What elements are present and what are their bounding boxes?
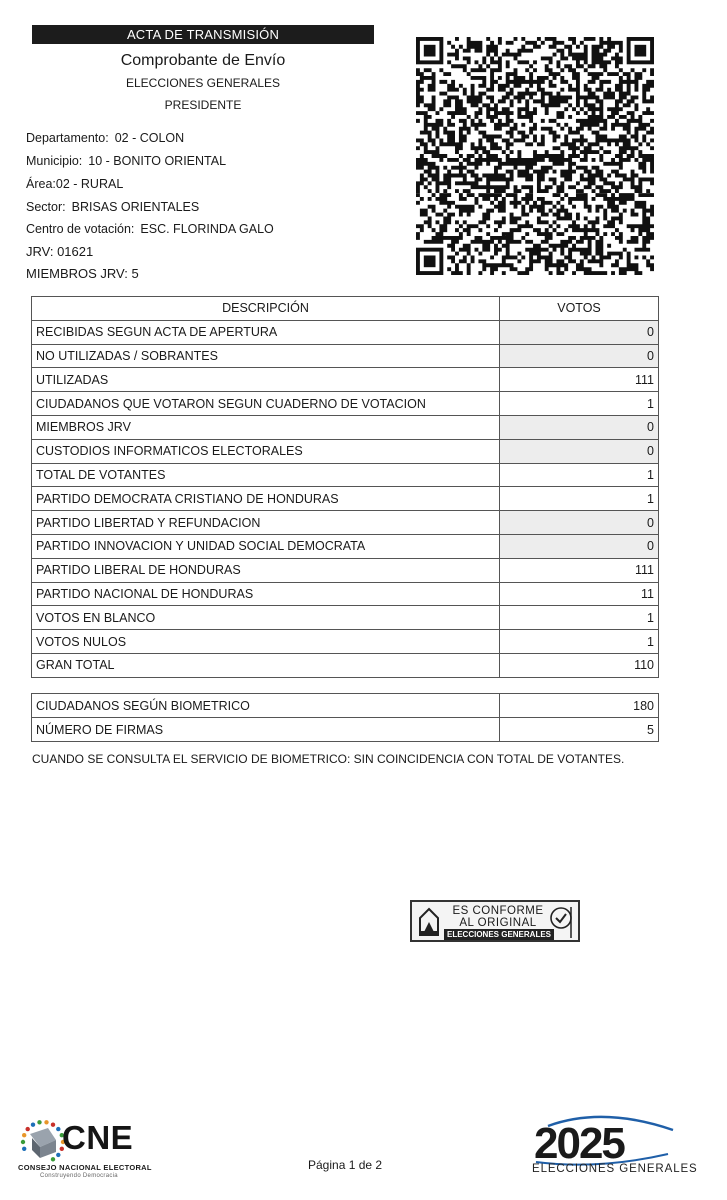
row-description: PARTIDO INNOVACION Y UNIDAD SOCIAL DEMOCRATA — [32, 534, 500, 558]
row-description: MIEMBROS JRV — [32, 415, 500, 439]
row-description: UTILIZADAS — [32, 368, 500, 392]
row-votes: 11 — [500, 582, 659, 606]
table-row — [32, 320, 659, 344]
row-votes: 0 — [500, 439, 659, 463]
table-row — [32, 718, 659, 742]
results-table — [31, 296, 659, 678]
table-row — [32, 606, 659, 630]
table-row — [32, 582, 659, 606]
area-label: Área: — [26, 177, 56, 191]
table-row — [32, 534, 659, 558]
biometric-description: NÚMERO DE FIRMAS — [32, 718, 500, 742]
cne-full-name: CONSEJO NACIONAL ELECTORAL — [18, 1163, 152, 1172]
biometric-value: 5 — [500, 718, 659, 742]
biometric-note: CUANDO SE CONSULTA EL SERVICIO DE BIOMETRICO: SIN COINCIDENCIA CON TOTAL DE VOTANTES. — [32, 752, 625, 766]
table-row — [32, 694, 659, 718]
conformity-stamp — [410, 900, 580, 950]
row-votes: 0 — [500, 534, 659, 558]
row-description: PARTIDO LIBERTAD Y REFUNDACION — [32, 511, 500, 535]
row-votes: 1 — [500, 630, 659, 654]
coat-of-arms-icon — [416, 906, 442, 938]
biometric-table — [31, 693, 659, 742]
table-row — [32, 558, 659, 582]
results-header-row — [32, 297, 659, 321]
table-row — [32, 415, 659, 439]
table-row — [32, 653, 659, 677]
row-description: CUSTODIOS INFORMATICOS ELECTORALES — [32, 439, 500, 463]
table-row — [32, 439, 659, 463]
table-row — [32, 392, 659, 416]
page-number: Página 1 de 2 — [308, 1158, 383, 1172]
departamento-label: Departamento: — [26, 131, 109, 145]
row-votes: 1 — [500, 463, 659, 487]
jrv-members: MIEMBROS JRV: 5 — [26, 266, 139, 281]
biometric-value: 180 — [500, 694, 659, 718]
table-row — [32, 630, 659, 654]
elections-2025-logo — [528, 1110, 678, 1170]
row-votes: 0 — [500, 320, 659, 344]
year-logo-caption: ELECCIONES GENERALES — [532, 1163, 698, 1175]
row-votes: 1 — [500, 392, 659, 416]
election-level: PRESIDENTE — [164, 98, 242, 112]
table-row — [32, 511, 659, 535]
row-votes: 0 — [500, 344, 659, 368]
cne-tagline: Construyendo Democracia — [40, 1173, 118, 1179]
transmission-banner: ACTA DE TRANSMISIÓN — [32, 25, 374, 44]
description-header: DESCRIPCIÓN — [32, 297, 500, 321]
area-line — [26, 177, 123, 191]
table-row — [32, 487, 659, 511]
row-description: PARTIDO LIBERAL DE HONDURAS — [32, 558, 500, 582]
table-row — [32, 344, 659, 368]
sector-label: Sector: — [26, 200, 66, 214]
year-logo-text: 2025 — [534, 1119, 624, 1168]
row-votes: 0 — [500, 511, 659, 535]
row-description: VOTOS EN BLANCO — [32, 606, 500, 630]
departamento-value: 02 - COLON — [114, 131, 185, 145]
cne-logo-text: CNE — [62, 1119, 134, 1156]
row-description: GRAN TOTAL — [32, 653, 500, 677]
centro-label: Centro de votación: — [26, 222, 135, 236]
row-description: CIUDADANOS QUE VOTARON SEGUN CUADERNO DE VOTACION — [32, 392, 500, 416]
table-row — [32, 368, 659, 392]
row-votes: 1 — [500, 606, 659, 630]
stamp-line-2: AL ORIGINAL — [459, 917, 537, 929]
biometric-description: CIUDADANOS SEGÚN BIOMETRICO — [32, 694, 500, 718]
stamp-line-1: ES CONFORME — [452, 905, 544, 917]
centro-line — [26, 222, 274, 236]
row-votes: 111 — [500, 368, 659, 392]
row-votes: 111 — [500, 558, 659, 582]
qr-code-graphic — [416, 37, 654, 275]
jrv-number: JRV: 01621 — [26, 244, 94, 259]
row-description: TOTAL DE VOTANTES — [32, 463, 500, 487]
centro-value: ESC. FLORINDA GALO — [140, 222, 274, 236]
qr-code — [416, 37, 654, 275]
municipio-value: 10 - BONITO ORIENTAL — [88, 154, 227, 168]
ballot-seal-icon — [548, 905, 574, 939]
row-description: RECIBIDAS SEGUN ACTA DE APERTURA — [32, 320, 500, 344]
municipio-line — [26, 154, 226, 168]
row-description: VOTOS NULOS — [32, 630, 500, 654]
stamp-line-3: ELECCIONES GENERALES 2025 — [444, 929, 554, 940]
sector-value: BRISAS ORIENTALES — [71, 200, 200, 214]
municipio-label: Municipio: — [26, 154, 83, 168]
area-value: 02 - RURAL — [55, 177, 124, 191]
row-votes: 0 — [500, 415, 659, 439]
row-description: PARTIDO NACIONAL DE HONDURAS — [32, 582, 500, 606]
row-description: PARTIDO DEMOCRATA CRISTIANO DE HONDURAS — [32, 487, 500, 511]
sector-line — [26, 200, 199, 214]
table-row — [32, 463, 659, 487]
votes-header: VOTOS — [500, 297, 659, 321]
document-title: Comprobante de Envío — [120, 52, 286, 69]
row-votes: 1 — [500, 487, 659, 511]
departamento-line — [26, 131, 184, 145]
row-description: NO UTILIZADAS / SOBRANTES — [32, 344, 500, 368]
election-name: ELECCIONES GENERALES — [125, 76, 281, 90]
row-votes: 110 — [500, 653, 659, 677]
